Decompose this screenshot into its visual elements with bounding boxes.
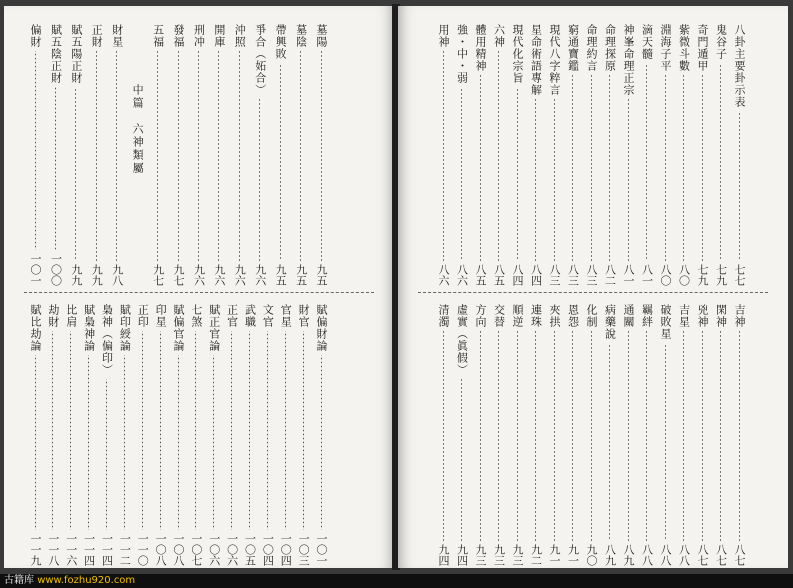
toc-entry-title: 正印 xyxy=(136,304,150,328)
toc-entry-title: 發福 xyxy=(172,24,185,48)
toc-entry xyxy=(455,304,469,566)
toc-entry xyxy=(28,304,42,566)
toc-entry xyxy=(273,24,287,286)
toc-entry xyxy=(566,304,580,566)
toc-entry xyxy=(510,24,524,286)
toc-entry xyxy=(69,24,83,286)
toc-entry xyxy=(621,304,635,566)
toc-entry xyxy=(677,304,691,566)
toc-entry-page-number: 八〇 xyxy=(659,264,672,286)
toc-entry xyxy=(232,24,246,286)
toc-entry xyxy=(473,304,487,566)
dot-leader xyxy=(52,331,53,530)
toc-entry xyxy=(46,304,60,566)
toc-entry xyxy=(151,24,165,286)
toc-entry-title: 沖照 xyxy=(233,24,247,48)
dot-leader xyxy=(683,331,684,541)
toc-band-lower xyxy=(436,304,746,566)
toc-entry-page-number: 八九 xyxy=(603,544,617,566)
dot-leader xyxy=(55,87,56,250)
toc-entry-page-number: 九九 xyxy=(69,264,83,286)
toc-entry xyxy=(658,24,672,286)
toc-entry xyxy=(732,24,746,286)
toc-entry xyxy=(48,24,62,286)
toc-entry-title: 恩怨 xyxy=(566,304,580,328)
dot-leader xyxy=(498,51,499,261)
toc-entry-title: 爭合（妬合） xyxy=(253,24,267,96)
toc-entry xyxy=(100,304,114,566)
toc-entry-page-number: 七七 xyxy=(733,264,746,286)
dot-leader xyxy=(646,63,647,261)
toc-entry-page-number: 一一四 xyxy=(82,533,96,566)
toc-entry-page-number: 八七 xyxy=(696,544,709,566)
dot-leader xyxy=(280,63,281,261)
dot-leader xyxy=(572,75,573,261)
dot-leader xyxy=(198,51,199,261)
toc-entry-page-number: 一〇五 xyxy=(243,533,257,566)
toc-entry xyxy=(510,304,524,566)
toc-entry-title: 正財 xyxy=(90,24,104,48)
toc-band-lower xyxy=(28,304,328,566)
toc-entry xyxy=(212,24,226,286)
toc-entry xyxy=(253,24,267,286)
toc-entry-page-number: 一一九 xyxy=(29,533,42,566)
toc-entry xyxy=(436,24,450,286)
toc-entry-page-number: 一一〇 xyxy=(136,533,150,566)
toc-entry-title: 星命術語專解 xyxy=(529,24,543,96)
toc-entry xyxy=(492,304,506,566)
dot-leader xyxy=(628,331,629,541)
toc-entry-page-number: 八八 xyxy=(640,544,654,566)
dot-leader xyxy=(213,355,214,530)
toc-entry-page-number: 一〇四 xyxy=(261,533,275,566)
toc-entry-page-number: 八八 xyxy=(659,544,672,566)
toc-entry xyxy=(529,24,543,286)
toc-entry-page-number: 九二 xyxy=(529,544,543,566)
dot-leader xyxy=(75,87,76,261)
toc-entry-title: 吉星 xyxy=(677,304,691,328)
toc-entry-title: 化制 xyxy=(585,304,598,328)
toc-entry-page-number: 一〇三 xyxy=(297,533,311,566)
toc-entry-page-number: 一〇〇 xyxy=(49,253,63,286)
section-heading-text: 中篇 六神類屬 xyxy=(131,84,145,175)
toc-entry-title: 七煞 xyxy=(189,304,203,328)
toc-entry-title: 官星 xyxy=(279,304,293,328)
toc-entry-page-number: 八二 xyxy=(603,264,617,286)
section-heading xyxy=(130,24,144,346)
dot-leader xyxy=(609,75,610,261)
toc-entry xyxy=(28,24,42,286)
dot-leader xyxy=(683,75,684,261)
dot-leader xyxy=(572,331,573,541)
toc-entry-title: 劫財 xyxy=(46,304,60,328)
dot-leader xyxy=(267,331,268,530)
dot-leader xyxy=(702,331,703,541)
dot-leader xyxy=(461,379,462,541)
toc-entry-page-number: 八四 xyxy=(511,264,524,286)
toc-entry xyxy=(695,24,709,286)
dot-leader xyxy=(106,379,107,530)
toc-entry-title: 破敗星 xyxy=(659,304,672,340)
toc-entry-page-number: 八一 xyxy=(622,264,635,286)
right-page xyxy=(398,6,788,568)
toc-entry-page-number: 九一 xyxy=(566,544,580,566)
toc-entry-page-number: 一一六 xyxy=(64,533,78,566)
toc-entry-title: 墓陰 xyxy=(294,24,308,48)
toc-entry xyxy=(621,24,635,286)
dot-leader xyxy=(35,355,36,530)
toc-entry-title: 用神 xyxy=(437,24,450,48)
toc-entry xyxy=(117,304,131,566)
toc-entry xyxy=(171,24,185,286)
toc-entry-page-number: 九六 xyxy=(212,264,226,286)
toc-entry-title: 賦五陰正財 xyxy=(49,24,63,84)
toc-entry-title: 開庫 xyxy=(212,24,226,48)
toc-entry-title: 紫微斗數 xyxy=(677,24,691,72)
toc-entry xyxy=(294,24,308,286)
dot-leader xyxy=(535,99,536,261)
toc-entry-title: 賦五陽正財 xyxy=(69,24,83,84)
toc-entry xyxy=(714,304,728,566)
toc-entry-title: 閑神 xyxy=(714,304,728,328)
dot-leader xyxy=(70,331,71,530)
toc-entry xyxy=(135,304,149,566)
dot-leader xyxy=(665,75,666,261)
toc-entry xyxy=(260,304,274,566)
toc-entry xyxy=(189,304,203,566)
toc-entry-title: 墓陽 xyxy=(315,24,328,48)
dot-leader xyxy=(249,331,250,530)
dot-leader xyxy=(300,51,301,261)
dot-leader xyxy=(142,331,143,530)
toc-entry xyxy=(566,24,580,286)
toc-entry-title: 賦偏官論 xyxy=(172,304,185,352)
toc-entry-page-number: 八〇 xyxy=(677,264,691,286)
toc-entry-page-number: 九五 xyxy=(274,264,288,286)
dot-leader xyxy=(178,355,179,530)
dot-leader xyxy=(178,51,179,261)
toc-entry xyxy=(732,304,746,566)
watermark-brand: 古籍库 xyxy=(4,575,34,586)
toc-entry-page-number: 一〇一 xyxy=(29,253,42,286)
toc-entry-page-number: 九七 xyxy=(172,264,185,286)
toc-entry-page-number: 八三 xyxy=(566,264,580,286)
watermark-url: www.fozhu920.com xyxy=(37,575,136,586)
dot-leader xyxy=(160,331,161,530)
dot-leader xyxy=(498,331,499,541)
dot-leader xyxy=(195,331,196,530)
dot-leader xyxy=(88,355,89,530)
toc-entry-page-number: 一一二 xyxy=(118,533,132,566)
dot-leader xyxy=(303,331,304,530)
dot-leader xyxy=(665,343,666,541)
toc-entry-title: 病藥說 xyxy=(603,304,617,340)
toc-entry-title: 夾拱 xyxy=(548,304,561,328)
toc-entry xyxy=(473,24,487,286)
toc-entry-title: 賦比劫論 xyxy=(29,304,42,352)
dot-leader xyxy=(517,331,518,541)
toc-entry-title: 方向 xyxy=(474,304,487,328)
toc-entry-title: 連珠 xyxy=(529,304,543,328)
toc-entry-title: 滴天髓 xyxy=(640,24,654,60)
dot-leader xyxy=(124,355,125,530)
dot-leader xyxy=(720,63,721,261)
toc-entry-title: 刑冲 xyxy=(192,24,206,48)
dot-leader xyxy=(321,355,322,530)
toc-entry xyxy=(547,24,561,286)
toc-entry-page-number: 八五 xyxy=(474,264,487,286)
toc-entry-page-number: 九六 xyxy=(192,264,206,286)
toc-entry-page-number: 八九 xyxy=(622,544,635,566)
toc-entry-page-number: 九三 xyxy=(492,544,506,566)
toc-entry-page-number: 一一四 xyxy=(100,533,114,566)
watermark-footer xyxy=(0,574,793,588)
toc-entry xyxy=(278,304,292,566)
dot-leader xyxy=(231,331,232,530)
toc-entry-page-number: 七九 xyxy=(696,264,709,286)
toc-entry-page-number: 八五 xyxy=(492,264,506,286)
dot-leader xyxy=(157,51,158,261)
toc-entry xyxy=(658,304,672,566)
toc-entry xyxy=(314,304,328,566)
toc-entry-title: 比肩 xyxy=(64,304,78,328)
toc-entry-title: 羈絆 xyxy=(640,304,654,328)
dot-leader xyxy=(96,51,97,261)
toc-entry-page-number: 一〇八 xyxy=(154,533,168,566)
toc-entry-title: 印星 xyxy=(154,304,168,328)
toc-entry-title: 賦梟神論 xyxy=(82,304,96,352)
toc-entry-page-number: 八七 xyxy=(733,544,746,566)
toc-entry xyxy=(225,304,239,566)
toc-entry-page-number: 九六 xyxy=(253,264,267,286)
toc-entry xyxy=(640,24,654,286)
dot-leader xyxy=(628,99,629,261)
toc-entry-title: 吉神 xyxy=(733,304,746,328)
toc-entry xyxy=(243,304,257,566)
toc-entry-title: 命理探原 xyxy=(603,24,617,72)
toc-entry-title: 通關 xyxy=(622,304,635,328)
toc-entry xyxy=(492,24,506,286)
watermark-text xyxy=(4,574,135,588)
toc-entry-page-number: 九五 xyxy=(315,264,328,286)
toc-entry-title: 武職 xyxy=(243,304,257,328)
toc-entry-page-number: 八七 xyxy=(714,544,728,566)
toc-entry xyxy=(82,304,96,566)
dashed-divider xyxy=(418,292,768,293)
toc-entry xyxy=(110,24,124,286)
toc-entry-title: 文官 xyxy=(261,304,275,328)
dot-leader xyxy=(554,331,555,541)
dot-leader xyxy=(321,51,322,261)
toc-entry xyxy=(191,24,205,286)
toc-entry-title: 梟神（偏印） xyxy=(100,304,114,376)
dot-leader xyxy=(443,331,444,541)
toc-entry-page-number: 九四 xyxy=(455,544,469,566)
toc-entry-page-number: 一〇四 xyxy=(279,533,293,566)
toc-entry-page-number: 九一 xyxy=(548,544,561,566)
toc-entry-page-number: 九七 xyxy=(151,264,165,286)
dot-leader xyxy=(609,343,610,541)
toc-entry-page-number: 八八 xyxy=(677,544,691,566)
toc-band-upper xyxy=(436,24,746,286)
dot-leader xyxy=(646,331,647,541)
toc-band-upper xyxy=(28,24,328,286)
dot-leader xyxy=(591,75,592,261)
toc-entry-page-number: 一〇七 xyxy=(189,533,203,566)
dot-leader xyxy=(35,51,36,250)
toc-entry-page-number: 九三 xyxy=(511,544,524,566)
toc-entry-title: 體用精神 xyxy=(474,24,487,72)
toc-entry xyxy=(640,304,654,566)
toc-entry-title: 清濁 xyxy=(437,304,450,328)
toc-entry-page-number: 七九 xyxy=(714,264,728,286)
dot-leader xyxy=(554,99,555,261)
toc-entry-title: 奇門遁甲 xyxy=(696,24,709,72)
toc-entry-page-number: 一〇八 xyxy=(172,533,185,566)
toc-entry-page-number: 八一 xyxy=(640,264,654,286)
dot-leader xyxy=(517,87,518,261)
toc-entry-page-number: 九九 xyxy=(90,264,104,286)
toc-entry-page-number: 九三 xyxy=(474,544,487,566)
dot-leader xyxy=(116,51,117,261)
toc-entry xyxy=(153,304,167,566)
toc-entry-page-number: 九六 xyxy=(233,264,247,286)
toc-entry xyxy=(677,24,691,286)
toc-entry-title: 現代八字粹言 xyxy=(548,24,561,96)
toc-entry-title: 現代化宗旨 xyxy=(511,24,524,84)
left-page xyxy=(4,6,394,568)
dot-leader xyxy=(259,99,260,261)
toc-entry-page-number: 八三 xyxy=(548,264,561,286)
toc-entry-page-number: 九五 xyxy=(294,264,308,286)
toc-entry-page-number: 八六 xyxy=(455,264,469,286)
toc-entry xyxy=(89,24,103,286)
dot-leader xyxy=(591,331,592,541)
dot-leader xyxy=(239,51,240,261)
toc-entry-title: 八卦主要卦示表 xyxy=(733,24,746,108)
toc-entry xyxy=(603,304,617,566)
dot-leader xyxy=(702,75,703,261)
toc-entry-title: 淵海子平 xyxy=(659,24,672,72)
dot-leader xyxy=(480,75,481,261)
dot-leader xyxy=(720,331,721,541)
toc-entry-title: 順逆 xyxy=(511,304,524,328)
toc-entry xyxy=(695,304,709,566)
toc-entry xyxy=(547,304,561,566)
toc-entry-title: 命理約言 xyxy=(585,24,598,72)
dashed-divider xyxy=(24,292,374,293)
dot-leader xyxy=(218,51,219,261)
dot-leader xyxy=(535,331,536,541)
toc-entry-page-number: 一〇六 xyxy=(207,533,221,566)
toc-entry-title: 財官 xyxy=(297,304,311,328)
toc-entry xyxy=(436,304,450,566)
dot-leader xyxy=(443,51,444,261)
toc-entry-title: 財星 xyxy=(110,24,124,48)
toc-entry-title: 賦偏財論 xyxy=(315,304,328,352)
dot-leader xyxy=(739,111,740,261)
toc-entry-page-number: 八六 xyxy=(437,264,450,286)
toc-entry-page-number: 八四 xyxy=(529,264,543,286)
toc-entry xyxy=(64,304,78,566)
toc-entry-page-number: 一一八 xyxy=(46,533,60,566)
toc-entry-title: 正官 xyxy=(225,304,239,328)
toc-entry-title: 神峯命理正宗 xyxy=(622,24,635,96)
toc-entry xyxy=(171,304,185,566)
toc-entry-title: 賦正官論 xyxy=(207,304,221,352)
toc-entry-page-number: 九〇 xyxy=(585,544,598,566)
toc-entry xyxy=(207,304,221,566)
toc-entry xyxy=(584,24,598,286)
toc-entry-title: 六神 xyxy=(492,24,506,48)
dot-leader xyxy=(739,331,740,541)
toc-entry-title: 偏財 xyxy=(29,24,42,48)
toc-entry-title: 交替 xyxy=(492,304,506,328)
toc-entry-page-number: 九八 xyxy=(110,264,124,286)
toc-entry xyxy=(603,24,617,286)
dot-leader xyxy=(461,87,462,261)
toc-entry xyxy=(529,304,543,566)
toc-entry-title: 鬼谷子 xyxy=(714,24,728,60)
toc-entry-title: 虛實（眞假） xyxy=(455,304,469,376)
toc-entry-title: 賦印綬論 xyxy=(118,304,132,352)
toc-entry-page-number: 八三 xyxy=(585,264,598,286)
toc-entry-page-number: 九四 xyxy=(437,544,450,566)
toc-entry xyxy=(314,24,328,286)
toc-entry-page-number: 一〇六 xyxy=(225,533,239,566)
toc-entry-page-number: 一〇一 xyxy=(315,533,328,566)
toc-entry xyxy=(296,304,310,566)
toc-entry xyxy=(584,304,598,566)
dot-leader xyxy=(285,331,286,530)
toc-entry-title: 窮通寶鑑 xyxy=(566,24,580,72)
toc-entry-title: 兇神 xyxy=(696,304,709,328)
dot-leader xyxy=(480,331,481,541)
toc-entry xyxy=(714,24,728,286)
toc-entry-title: 強・中・弱 xyxy=(455,24,469,84)
toc-entry-title: 五福 xyxy=(151,24,165,48)
toc-entry xyxy=(455,24,469,286)
toc-entry-title: 帶興敗 xyxy=(274,24,288,60)
